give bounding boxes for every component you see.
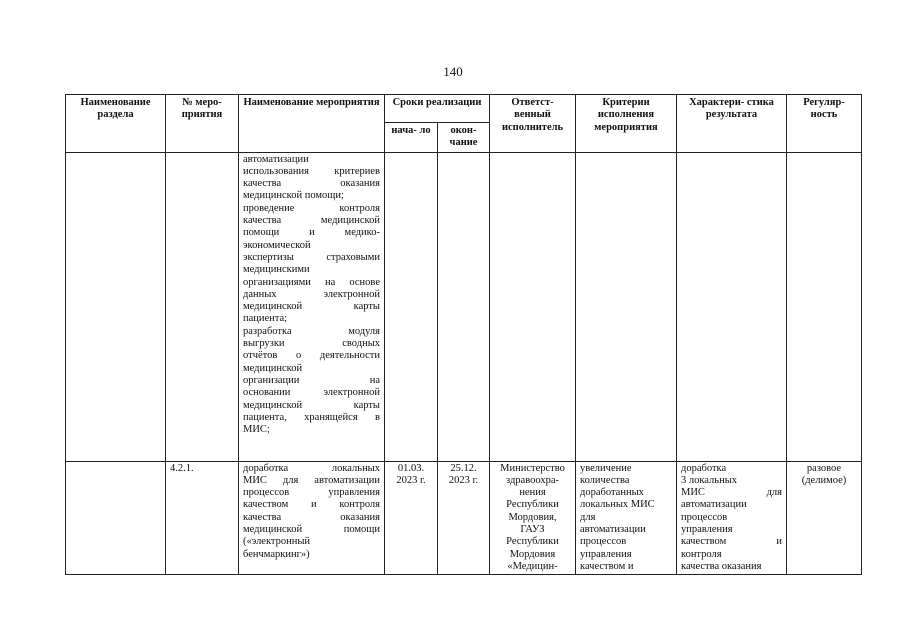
text-line: медицинской карты — [243, 399, 380, 411]
text-line: Министерство — [500, 462, 565, 474]
text-line: ГАУЗ — [520, 524, 545, 536]
events-table — [65, 94, 862, 575]
text-line: Республики — [506, 536, 559, 548]
header-event-number: № меро- приятия — [166, 95, 239, 153]
text-line: качества медицинской — [243, 215, 380, 227]
header-section-name: Наименование раздела — [66, 95, 166, 153]
text-line: доработка — [681, 462, 727, 474]
text-line: («электронный — [243, 536, 311, 548]
text-line: разработка модуля — [243, 325, 380, 337]
cell-event-name — [239, 152, 385, 461]
text-line: увеличение — [580, 462, 632, 474]
text-line: доработка локальных — [243, 462, 380, 474]
header-criteria: Критерии исполнения мероприятия — [576, 95, 677, 153]
text-line: экономической — [243, 239, 311, 251]
start-date — [389, 463, 433, 488]
criteria-text — [580, 463, 672, 574]
text-line: медицинской карты — [243, 301, 380, 313]
text-line: помощи и медико- — [243, 227, 380, 239]
text-line: пациента, хранящейся в — [243, 411, 380, 423]
text-line: организации на — [243, 374, 380, 386]
text-line: качества оказания — [243, 178, 380, 190]
cell-criteria — [576, 152, 677, 461]
text-line: МИС; — [243, 424, 270, 436]
text-line: 2023 г. — [396, 474, 426, 486]
text-line: 25.12. — [450, 462, 477, 474]
cell-section — [66, 461, 166, 575]
text-line: основании электронной — [243, 387, 380, 399]
cell-section — [66, 152, 166, 461]
text-line: управления — [681, 524, 733, 536]
text-line: экспертизы страховыми — [243, 251, 380, 263]
cell-event-name — [239, 461, 385, 575]
regularity-text — [791, 463, 857, 488]
text-line: качеством и — [681, 536, 782, 548]
text-line: Республики — [506, 499, 559, 511]
header-terms: Сроки реализации — [385, 95, 490, 123]
text-line: медицинской помощи — [243, 524, 380, 536]
text-line: отчётов о деятельности — [243, 350, 380, 362]
text-line: использования критериев — [243, 165, 380, 177]
table-row — [66, 152, 862, 461]
text-line: Мордовия, — [508, 511, 557, 523]
cell-criteria — [576, 461, 677, 575]
text-line: медицинскими — [243, 264, 310, 276]
text-line: качества оказания — [243, 511, 380, 523]
text-line: автоматизации — [243, 153, 309, 165]
text-line: проведение контроля — [243, 202, 380, 214]
cell-number — [166, 152, 239, 461]
cell-number: 4.2.1. — [166, 461, 239, 575]
page-number: 140 — [443, 64, 463, 79]
event-name-text — [243, 463, 380, 561]
text-line: управления — [580, 548, 632, 560]
text-line: «Медицин- — [507, 560, 558, 572]
cell-responsible — [490, 461, 576, 575]
text-line: 01.03. — [397, 462, 425, 474]
cell-end — [438, 461, 490, 575]
header-end: окон- чание — [438, 123, 490, 153]
text-line: нения — [519, 487, 546, 499]
text-line: организациями на основе — [243, 276, 380, 288]
cell-result — [677, 461, 787, 575]
event-name-text — [243, 154, 380, 437]
text-line: количества — [580, 474, 630, 486]
result-text — [681, 463, 782, 574]
text-line: разовое — [806, 462, 842, 474]
cell-regularity — [787, 152, 862, 461]
text-line: для — [580, 511, 596, 523]
header-regularity: Регуляр- ность — [787, 95, 862, 153]
text-line: здравоохра- — [506, 474, 559, 486]
text-line: 3 локальных — [681, 474, 738, 486]
table-row — [66, 461, 862, 575]
cell-regularity — [787, 461, 862, 575]
text-line: автоматизации — [681, 499, 747, 511]
header-event-name: Наименование мероприятия — [239, 95, 385, 153]
cell-responsible — [490, 152, 576, 461]
text-line: процессов управления — [243, 487, 380, 499]
text-line: МИС для автоматизации — [243, 474, 380, 486]
text-line: данных электронной — [243, 288, 380, 300]
text-line: процессов — [580, 536, 627, 548]
header-responsible: Ответст- венный исполнитель — [490, 95, 576, 153]
text-line: доработанных — [580, 487, 644, 499]
cell-start — [385, 461, 438, 575]
cell-start — [385, 152, 438, 461]
header-result-characteristic: Характери- стика результата — [677, 95, 787, 153]
responsible-text — [494, 463, 571, 574]
text-line: качеством и — [580, 560, 634, 572]
text-line: локальных МИС — [580, 499, 655, 511]
text-line: качества оказания — [681, 560, 762, 572]
text-line: бенчмаркинг») — [243, 548, 310, 560]
text-line: медицинской — [243, 362, 303, 374]
text-line: 2023 г. — [448, 474, 479, 486]
text-line: автоматизации — [580, 524, 646, 536]
text-line: качеством и контроля — [243, 499, 380, 511]
end-date — [442, 463, 485, 488]
header-start: нача- ло — [385, 123, 438, 153]
text-line: медицинской помощи; — [243, 190, 344, 202]
text-line: МИС для — [681, 487, 782, 499]
text-line: (делимое) — [801, 474, 847, 486]
text-line: контроля — [681, 548, 722, 560]
text-line: выгрузки сводных — [243, 338, 380, 350]
text-line: пациента; — [243, 313, 288, 325]
text-line: Мордовия — [509, 548, 556, 560]
cell-end — [438, 152, 490, 461]
text-line: процессов — [681, 511, 728, 523]
cell-result — [677, 152, 787, 461]
